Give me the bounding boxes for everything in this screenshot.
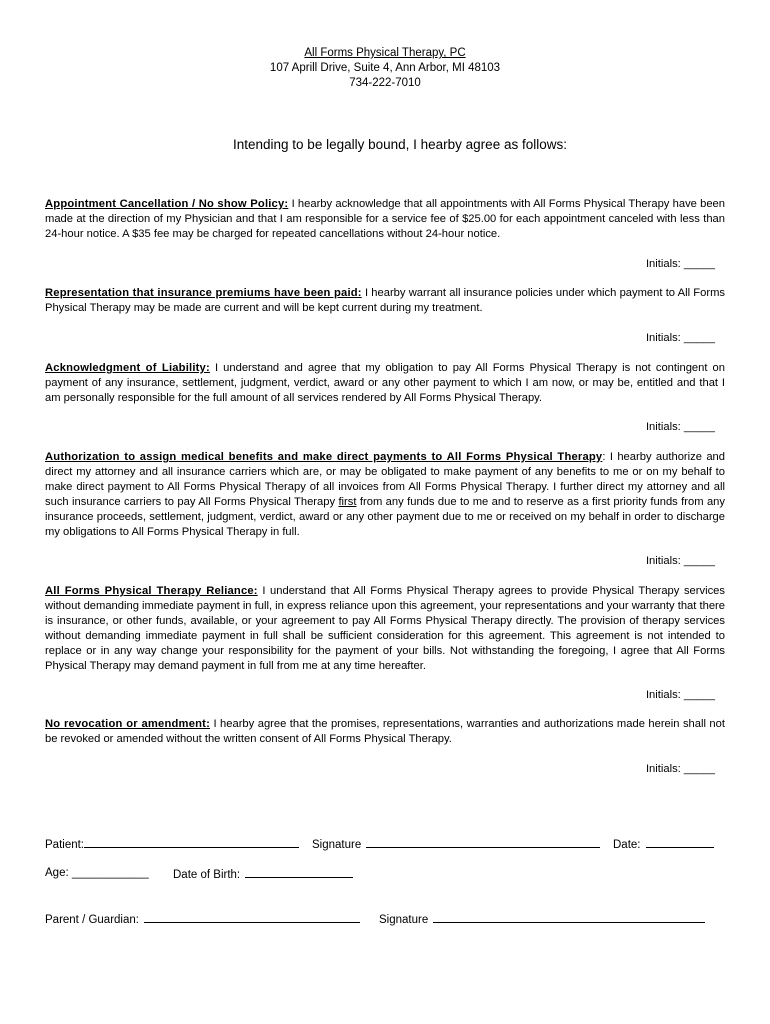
company-phone: 734-222-7010 bbox=[349, 77, 421, 89]
dob-row bbox=[173, 866, 353, 883]
section-body-a: : I hearby authorize and direct my attorney and all insurance carriers which are, or may be obligated to make payment of any benefits to me or on my behalf to make direct payment to All Forms Physical Therapy of all invoices from All Forms Physical Therapy. I further direct my attorney and all such insurance carriers to pay All Forms Physical Therapy bbox=[45, 451, 726, 508]
patient-label: Patient: bbox=[45, 839, 84, 851]
company-name: All Forms Physical Therapy, PC bbox=[304, 47, 466, 59]
dob-label: Date of Birth: bbox=[173, 869, 241, 881]
guardian-row bbox=[45, 911, 360, 928]
guardian-signature-row bbox=[379, 911, 705, 928]
insurance-premiums-section bbox=[45, 286, 725, 316]
section-body: I hearby acknowledge that all appointments with All Forms Physical Therapy have been made at the direction of my Physician and that I am responsible for a service fee of $25.00 for each appointment canceled with less than 24-hour notice. A $35 fee may be charged for repeated cancellations without 24-hour notice. bbox=[45, 198, 725, 240]
section-heading: All Forms Physical Therapy Reliance: bbox=[45, 585, 258, 597]
emphasis-first: first bbox=[338, 496, 357, 508]
section-body: I hearby agree that the promises, representations, warranties and authorizations made herein shall not be revoked or amended without the written consent of All Forms Physical Therapy. bbox=[45, 718, 725, 745]
section-body: I hearby warrant all insurance policies under which payment to All Forms Physical Therapy may be made are current and will be kept current during my treatment. bbox=[45, 287, 725, 314]
initials-field[interactable]: Initials: _____ bbox=[645, 421, 715, 433]
guardian-signature-field[interactable] bbox=[433, 911, 705, 923]
authorization-section bbox=[45, 450, 725, 540]
reliance-section bbox=[45, 584, 725, 674]
patient-row bbox=[45, 836, 299, 853]
section-heading: Authorization to assign medical benefits and make direct payments to All Forms Physical Therapy bbox=[45, 451, 603, 463]
section-heading: Acknowledgment of Liability: bbox=[45, 362, 210, 374]
no-revocation-section bbox=[45, 717, 725, 747]
letterhead bbox=[0, 46, 770, 91]
liability-section bbox=[45, 361, 725, 406]
company-address: 107 Aprill Drive, Suite 4, Ann Arbor, MI 48103 bbox=[269, 62, 501, 74]
guardian-signature-label: Signature bbox=[379, 914, 429, 926]
signature-row bbox=[312, 836, 600, 853]
initials-field[interactable]: Initials: _____ bbox=[645, 555, 715, 567]
section-body: I understand that All Forms Physical Therapy agrees to provide Physical Therapy services without demanding immediate payment in full, in express reliance upon this agreement, your representations and your warranty that there is insurance, or other funds, available, or your agreement to pay All Forms Physical Therapy directly. The provision of therapy services without demanding immediate payment in full shall be sufficient consideration for this agreement. This agreement is not intended to replace or in any way change your responsibility for the payment of your bills. Not withstanding the foregoing, I agree that All Forms Physical Therapy may demand payment in full from me at any time hereafter. bbox=[45, 585, 725, 672]
age-field[interactable]: Age: ____________ bbox=[45, 867, 149, 879]
initials-field[interactable]: Initials: _____ bbox=[645, 332, 715, 344]
date-row bbox=[613, 836, 714, 853]
initials-field[interactable]: Initials: _____ bbox=[645, 689, 715, 701]
section-body: I understand and agree that my obligation to pay All Forms Physical Therapy is not contingent on payment of any insurance, settlement, judgment, verdict, award or any other payment to which I am now, or may be, entitled and that I am personally responsible for the full amount of all services rendered by All Forms Physical Therapy. bbox=[45, 362, 725, 404]
initials-field[interactable]: Initials: _____ bbox=[645, 763, 715, 775]
guardian-name-field[interactable] bbox=[144, 911, 360, 923]
section-body-b: from any funds due to me and to reserve as a first priority funds from any insurance proceeds, settlement, judgment, verdict, award or any other payment due to me or received on my behalf in order to discharge my obligations to All Forms Physical Therapy in full. bbox=[45, 496, 725, 538]
section-heading: Appointment Cancellation / No show Policy: bbox=[45, 198, 289, 210]
section-heading: No revocation or amendment: bbox=[45, 718, 210, 730]
date-label: Date: bbox=[613, 839, 641, 851]
intro-statement: Intending to be legally bound, I hearby agree as follows: bbox=[233, 137, 567, 152]
dob-field[interactable] bbox=[245, 866, 353, 878]
guardian-label: Parent / Guardian: bbox=[45, 914, 139, 926]
date-field[interactable] bbox=[646, 836, 714, 848]
section-heading: Representation that insurance premiums have been paid: bbox=[45, 287, 362, 299]
cancellation-policy-section bbox=[45, 197, 725, 242]
patient-name-field[interactable] bbox=[84, 836, 299, 848]
signature-label: Signature bbox=[312, 839, 362, 851]
patient-signature-field[interactable] bbox=[366, 836, 600, 848]
initials-field[interactable]: Initials: _____ bbox=[645, 258, 715, 270]
